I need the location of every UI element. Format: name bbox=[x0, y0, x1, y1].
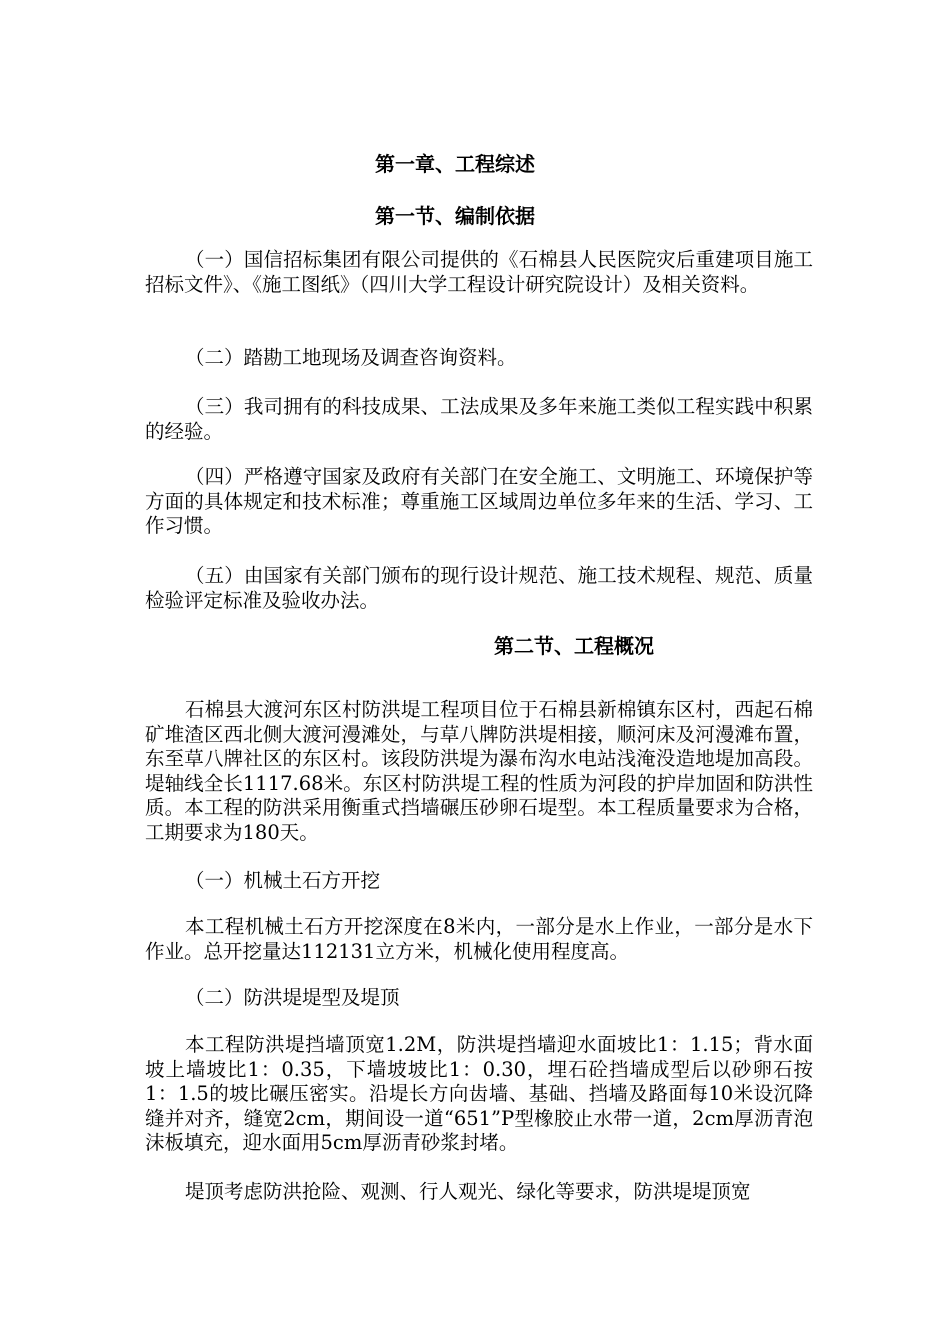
dike-paragraph-2: 堤顶考虑防洪抢险、观测、行人观光、绿化等要求，防洪堤堤顶宽 bbox=[185, 1180, 751, 1203]
subsection-title-dike: （二）防洪堤堤型及堤顶 bbox=[185, 986, 400, 1009]
section-title-overview: 第二节、工程概况 bbox=[494, 634, 654, 658]
overview-paragraph: 石棉县大渡河东区村防洪堤工程项目位于石棉县新棉镇东区村，西起石棉矿堆渣区西北侧大渡河漫滩处，与草八牌防洪堤相接，顺河床及河漫滩布置，东至草八牌社区的东区村。该段防洪堤为瀑布沟水电站浅淹没造地堤加高段。堤轴线全长1117.68米。东区村防洪堤工程的性质为河段的护岸加固和防洪性质。本工程的防洪采用衡重式挡墙碾压砂卵石堤型。本工程质量要求为合格，工期要求为180天。 bbox=[145, 698, 813, 844]
basis-item-5: （五）由国家有关部门颁布的现行设计规范、施工技术规程、规范、质量检验评定标准及验收办法。 bbox=[145, 564, 813, 612]
basis-item-1: （一）国信招标集团有限公司提供的《石棉县人民医院灾后重建项目施工招标文件》、《施工图纸》（四川大学工程设计研究院设计）及相关资料。 bbox=[145, 248, 813, 296]
section-title-basis: 第一节、编制依据 bbox=[375, 204, 535, 228]
subsection-title-excavation: （一）机械土石方开挖 bbox=[185, 869, 381, 892]
basis-item-3: （三）我司拥有的科技成果、工法成果及多年来施工类似工程实践中积累的经验。 bbox=[145, 395, 813, 443]
chapter-title: 第一章、工程综述 bbox=[375, 152, 535, 176]
dike-paragraph-1: 本工程防洪堤挡墙顶宽1.2M，防洪堤挡墙迎水面坡比1：1.15；背水面坡上墙坡比1：0.35，下墙坡坡比1：0.30，埋石砼挡墙成型后以砂卵石按1：1.5的坡比碾压密实。沿堤长方向齿墙、基础、挡墙及路面每10米设沉降缝并对齐，缝宽2cm，期间设一道“651”P型橡胶止水带一道，2cm厚沥青泡沫板填充，迎水面用5cm厚沥青砂浆封堵。 bbox=[145, 1033, 813, 1154]
basis-item-4: （四）严格遵守国家及政府有关部门在安全施工、文明施工、环境保护等方面的具体规定和技术标准；尊重施工区域周边单位多年来的生活、学习、工作习惯。 bbox=[145, 465, 813, 537]
excavation-paragraph: 本工程机械土石方开挖深度在8米内，一部分是水上作业，一部分是水下作业。总开挖量达112131立方米，机械化使用程度高。 bbox=[145, 915, 813, 963]
basis-item-2: （二）踏勘工地现场及调查咨询资料。 bbox=[185, 346, 517, 369]
